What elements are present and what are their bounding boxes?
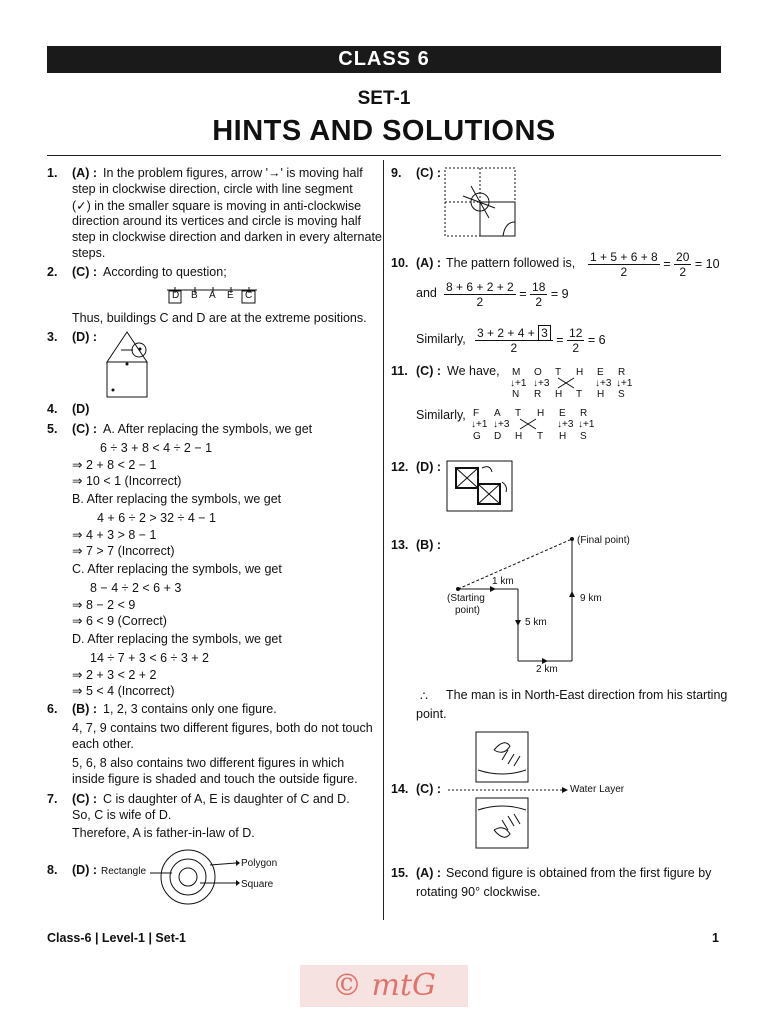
q5-a-line: ⇒ 2 + 8 < 2 − 1 <box>72 458 157 472</box>
q13-conclusion: The man is in North-East direction from his starting <box>446 688 728 702</box>
letter: H <box>576 367 584 378</box>
q5-d-line: ⇒ 5 < 4 (Incorrect) <box>72 684 175 698</box>
q8-rectangle-label: Rectangle <box>101 866 147 877</box>
building-label: C <box>245 290 253 301</box>
q3-number: 3. <box>47 330 58 344</box>
frac-den: 2 <box>572 341 580 355</box>
q1-line: (✓) in the smaller square is moving in anti-clockwise <box>72 199 362 213</box>
building-label: A <box>209 290 216 301</box>
letter: H <box>515 431 523 442</box>
letter: H <box>537 408 545 419</box>
q8-circles-figure <box>150 845 240 905</box>
building-label: E <box>227 290 234 301</box>
q6-p3: inside figure is shaded and touch the outside figure. <box>72 772 358 786</box>
q5-d-head: D. After replacing the symbols, we get <box>72 632 282 646</box>
op-label: ↓+1 <box>616 378 633 389</box>
frac-result: = 6 <box>587 332 606 347</box>
q15-line: Second figure is obtained from the first figure by <box>446 866 712 880</box>
q1-number: 1. <box>47 166 58 180</box>
letter: H <box>555 389 563 400</box>
q5-c-line: ⇒ 8 − 2 < 9 <box>72 598 136 612</box>
q10-fraction-1: $\frac{1 + 5 + 6 + 8}{2}$ = $\frac{20}{2}$ = 10 <box>590 250 720 279</box>
q9-answer: (C) : <box>416 166 441 180</box>
q12-number: 12. <box>391 460 409 474</box>
building-label: B <box>191 290 198 301</box>
q8-number: 8. <box>47 863 58 877</box>
q12-answer: (D) : <box>416 460 441 474</box>
q1-line: step in clockwise direction and darken in every alternate <box>72 230 382 244</box>
boxed-answer: 3 <box>538 325 551 341</box>
q2-conclusion: Thus, buildings C and D are at the extreme positions. <box>72 311 367 325</box>
title-rule <box>47 155 721 156</box>
frac-num: 3 + 2 + 4 + <box>477 326 535 340</box>
distance-label: 1 km <box>492 576 514 587</box>
frac-den: 2 <box>535 295 543 309</box>
op-label: ↓+1 <box>510 378 527 389</box>
q1-answer: (A) : <box>72 166 97 180</box>
frac-den: 2 <box>510 341 518 355</box>
q7-first: C is daughter of A, E is daughter of C and D. <box>103 792 350 806</box>
q5-a-line: 6 ÷ 3 + 8 < 4 ÷ 2 − 1 <box>100 441 213 455</box>
letter: E <box>559 408 566 419</box>
q8-answer: (D) : <box>72 863 97 877</box>
q12-figure <box>446 460 514 512</box>
q13-conclusion: point. <box>416 707 447 721</box>
q5-c-head: C. After replacing the symbols, we get <box>72 562 282 576</box>
starting-point-label: (Starting <box>447 593 485 604</box>
q9-number: 9. <box>391 166 402 180</box>
q4-number: 4. <box>47 402 58 416</box>
q1-line: steps. <box>72 246 106 260</box>
letter: M <box>512 367 521 378</box>
q10-number: 10. <box>391 256 409 270</box>
q5-c-line: 8 − 4 ÷ 2 < 6 + 3 <box>90 581 182 595</box>
letter: O <box>534 367 542 378</box>
q14-number: 14. <box>391 782 409 796</box>
starting-point-label: point) <box>455 605 481 616</box>
footer-label: Class-6 | Level-1 | Set-1 <box>47 931 187 945</box>
q9-figure <box>443 166 518 238</box>
water-layer-label: Water Layer <box>570 784 625 795</box>
q5-b-head: B. After replacing the symbols, we get <box>72 492 282 506</box>
distance-label: 9 km <box>580 593 602 604</box>
letter: G <box>473 431 481 442</box>
q14-figure <box>446 730 571 850</box>
q2-answer: (C) : <box>72 265 97 279</box>
q3-answer: (D) : <box>72 330 97 344</box>
q10-fraction-2: $\frac{8 + 6 + 2 + 2}{2}$ = $\frac{18}{2}$ = 9 <box>446 280 569 309</box>
letter: N <box>512 389 520 400</box>
letter: R <box>580 408 588 419</box>
frac-num: 20 <box>676 250 690 264</box>
building-label: D <box>172 290 180 301</box>
q4-answer: (D) <box>72 402 90 416</box>
q7-third: Therefore, A is father-in-law of D. <box>72 826 255 840</box>
op-label: ↓+1 <box>578 419 595 430</box>
letter: F <box>473 408 480 419</box>
q11-we-have: We have, <box>447 364 500 378</box>
letter: E <box>597 367 604 378</box>
op-label: ↓+1 <box>471 419 488 430</box>
letter: T <box>555 367 562 378</box>
frac-result: = 10 <box>694 256 720 271</box>
q11-answer: (C) : <box>416 364 441 378</box>
q10-fraction-3: $\frac{3 + 2 + 4 + 3}{2}$ = $\frac{12}{2}$ = 6 <box>477 326 606 355</box>
q8-polygon-label: Polygon <box>241 858 278 869</box>
therefore-symbol: ∴ <box>420 689 428 703</box>
q7-number: 7. <box>47 792 58 806</box>
op-label: ↓+3 <box>595 378 612 389</box>
q13-number: 13. <box>391 538 409 552</box>
page-number: 1 <box>712 931 719 945</box>
frac-num: 1 + 5 + 6 + 8 <box>590 250 658 264</box>
op-label: ↓+3 <box>533 378 550 389</box>
frac-result: = 9 <box>550 286 569 301</box>
q11-similarly: Similarly, <box>416 408 466 422</box>
q1-line: direction around its vertices and circle is moving half <box>72 214 362 228</box>
distance-label: 5 km <box>525 617 547 628</box>
q5-d-line: 14 ÷ 7 + 3 < 6 ÷ 3 + 2 <box>90 651 210 665</box>
cross-arrow <box>556 376 576 390</box>
op-label: ↓+3 <box>493 419 510 430</box>
letter: A <box>494 408 501 419</box>
q6-p2: 4, 7, 9 contains two different figures, both do not touch <box>72 721 373 735</box>
cross-arrow <box>518 417 538 431</box>
q15-number: 15. <box>391 866 409 880</box>
q8-square-label: Square <box>241 879 274 890</box>
q10-text: The pattern followed is, <box>446 256 576 270</box>
letter: S <box>618 389 625 400</box>
q5-number: 5. <box>47 422 58 436</box>
page-title: HINTS AND SOLUTIONS <box>212 115 556 147</box>
letter: T <box>515 408 522 419</box>
frac-den: 2 <box>679 265 687 279</box>
frac-den: 2 <box>476 295 484 309</box>
q5-answer: (C) : <box>72 422 97 436</box>
mtg-logo: © mtG <box>300 965 468 1007</box>
q6-first: 1, 2, 3 contains only one figure. <box>103 702 277 716</box>
op-label: ↓+3 <box>557 419 574 430</box>
distance-label: 2 km <box>536 664 558 675</box>
q1-line: step in clockwise direction, circle with line segment <box>72 182 353 196</box>
q5-d-line: ⇒ 2 + 3 < 2 + 2 <box>72 668 157 682</box>
final-point-label: (Final point) <box>577 535 630 546</box>
q14-answer: (C) : <box>416 782 441 796</box>
q13-answer: (B) : <box>416 538 441 552</box>
q15-line: rotating 90° clockwise. <box>416 885 541 899</box>
q5-c-line: ⇒ 6 < 9 (Correct) <box>72 614 167 628</box>
q10-and: and <box>416 286 437 300</box>
q5-a-line: ⇒ 10 < 1 (Incorrect) <box>72 474 182 488</box>
column-divider <box>383 160 384 920</box>
letter: D <box>494 431 502 442</box>
set-title: SET-1 <box>357 88 411 109</box>
q2-number: 2. <box>47 265 58 279</box>
q7-answer: (C) : <box>72 792 97 806</box>
q15-answer: (A) : <box>416 866 441 880</box>
q5-b-line: ⇒ 7 > 7 (Incorrect) <box>72 544 175 558</box>
q11-number: 11. <box>391 364 408 378</box>
q1-line: In the problem figures, arrow '→' is moving half <box>103 166 363 180</box>
q10-similarly: Similarly, <box>416 332 466 346</box>
q3-figure <box>103 330 153 400</box>
q6-p3: 5, 6, 8 also contains two different figures in which <box>72 756 345 770</box>
frac-num: 12 <box>569 326 583 340</box>
letter: H <box>559 431 567 442</box>
letter: T <box>576 389 583 400</box>
q10-answer: (A) : <box>416 256 441 270</box>
letter: R <box>534 389 542 400</box>
frac-num: 18 <box>532 280 546 294</box>
class-banner: CLASS 6 <box>47 46 721 73</box>
q5-a-head: A. After replacing the symbols, we get <box>103 422 313 436</box>
q5-b-line: ⇒ 4 + 3 > 8 − 1 <box>72 528 157 542</box>
q6-answer: (B) : <box>72 702 97 716</box>
letter: H <box>597 389 605 400</box>
q7-second: So, C is wife of D. <box>72 808 172 822</box>
letter: T <box>537 431 544 442</box>
q2-text: According to question; <box>103 265 227 279</box>
q6-number: 6. <box>47 702 58 716</box>
q5-b-line: 4 + 6 ÷ 2 > 32 ÷ 4 − 1 <box>97 511 217 525</box>
letter: S <box>580 431 587 442</box>
letter: R <box>618 367 626 378</box>
q6-p2: each other. <box>72 737 134 751</box>
frac-den: 2 <box>620 265 628 279</box>
frac-num: 8 + 6 + 2 + 2 <box>446 280 514 294</box>
